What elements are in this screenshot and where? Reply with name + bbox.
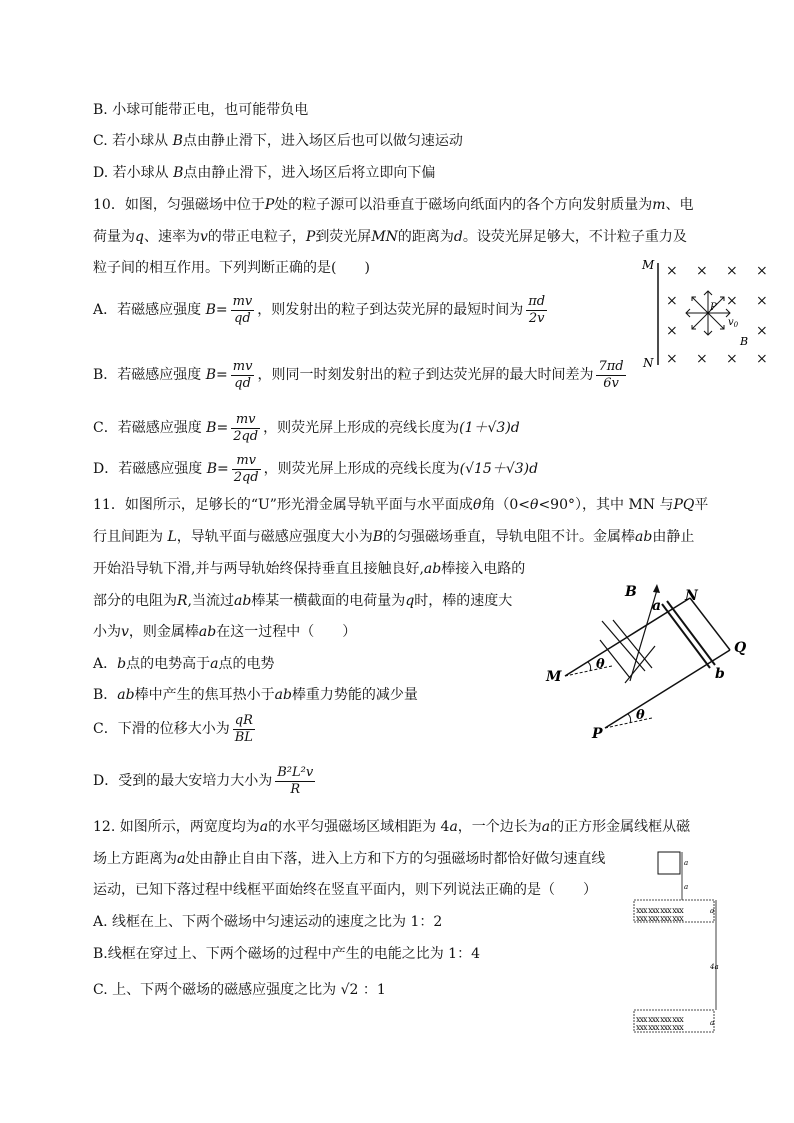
svg-text:×: × — [726, 351, 738, 367]
rod-ab-2 — [667, 601, 715, 665]
q12-option-a: A. 线框在上、下两个磁场中匀速运动的速度之比为 1：2 — [93, 914, 443, 930]
svg-text:×: × — [666, 263, 678, 279]
label-a: a — [652, 598, 662, 614]
svg-text:×: × — [666, 323, 678, 339]
q11-stem-line5: 小为v，则金属棒ab在这一过程中（ ） — [93, 624, 357, 640]
label-b: B — [625, 584, 637, 600]
svg-text:×: × — [756, 351, 768, 367]
svg-text:×: × — [756, 323, 768, 339]
square-frame — [658, 852, 680, 874]
q12-option-c: C. 上、下两个磁场的磁感应强度之比为 √2 ：1 — [93, 982, 386, 998]
q10-stem-line1: 10．如图，匀强磁场中位于P处的粒子源可以沿垂直于磁场向纸面内的各个方向发射质量为m、电 — [93, 197, 694, 213]
q11-stem-line3: 开始沿导轨下滑,并与两导轨始终保持垂直且接触良好,ab棒接入电路的 — [93, 561, 526, 577]
label-p: P — [710, 302, 717, 313]
q11-option-d: D．受到的最大安培力大小为 $\frac{\text{B²L²v}}{R}$ — [93, 764, 314, 797]
q9-option-b: B. 小球可能带正电，也可能带负电 — [93, 102, 309, 118]
q9-option-c: C. 若小球从 B点由静止滑下，进入场区后也可以做匀速运动 — [93, 133, 463, 149]
label-b-rod: b — [715, 666, 725, 682]
q10-option-a: A．若磁感应强度 B= $\frac{mv}{qd}$ ，则发射出的粒子到达荧光屏的最短时间为 $\frac{\pi d}{2v}$ — [93, 293, 546, 326]
svg-text:xxx xxx xxx xxx: xxx xxx xxx xxx — [636, 1015, 683, 1024]
label-p: P — [592, 726, 603, 742]
svg-text:xxx xxx xxx xxx: xxx xxx xxx xxx — [636, 1023, 683, 1032]
velocity-arrows — [686, 291, 730, 335]
svg-text:×: × — [726, 263, 738, 279]
label-v0: $v_0$ — [728, 317, 739, 329]
q12-option-b: B.线框在穿过上、下两个磁场的过程中产生的电能之比为 1：4 — [93, 946, 481, 962]
q11-option-c: C．下滑的位移大小为 $\frac{qR}{BL}$ — [93, 712, 253, 745]
svg-text:×: × — [696, 263, 708, 279]
q11-stem-line4: 部分的电阻为R,当流过ab棒某一横截面的电荷量为q时，棒的速度大 — [93, 593, 513, 609]
q12-stem-line3: 运动，已知下落过程中线框平面始终在竖直平面内，则下列说法正确的是（ ） — [93, 882, 597, 898]
q12-stem-line2: 场上方距离为a处由静止自由下落，进入上方和下方的匀强磁场时都恰好做匀速直线 — [93, 851, 606, 867]
label-q: Q — [734, 640, 747, 656]
svg-text:a: a — [710, 1019, 715, 1027]
angle-arc-m — [588, 662, 591, 671]
rail-pq — [605, 650, 730, 728]
svg-text:×: × — [756, 263, 768, 279]
q11-stem-line1: 11．如图所示，足够长的“U”形光滑金属导轨平面与水平面成θ角（0<θ<90°），其中 MN 与PQ平 — [93, 497, 709, 513]
label-theta-m: θ — [596, 657, 605, 672]
q12-figure-two-fields — [630, 845, 730, 1045]
angle-arc-p — [628, 714, 631, 723]
q10-option-c: C．若磁感应强度 B= $\frac{mv}{2qd}$ ，则荧光屏上形成的亮线长度为(1＋√3)d — [93, 411, 520, 444]
svg-text:a: a — [710, 907, 715, 915]
label-n: N — [685, 588, 698, 604]
q10-stem-line3: 粒子间的相互作用。下列判断正确的是( ) — [93, 260, 370, 276]
rail-end-nq — [690, 598, 730, 650]
svg-text:4a: 4a — [710, 963, 719, 971]
q9-option-d: D. 若小球从 B点由静止滑下，进入场区后将立即向下偏 — [93, 165, 436, 181]
q10-option-d: D．若磁感应强度 B= $\frac{mv}{2qd}$ ，则荧光屏上形成的亮线长度为(√15＋√3)d — [93, 452, 539, 485]
q11-option-b: B．ab棒中产生的焦耳热小于ab棒重力势能的减少量 — [93, 687, 418, 703]
q11-option-a: A．b点的电势高于a点的电势 — [93, 656, 275, 672]
field-crosses — [666, 263, 768, 367]
q10-stem-line2: 荷量为q、速率为v的带正电粒子，P到荧光屏MN的距离为d。设荧光屏足够大，不计粒子重力及 — [93, 229, 687, 245]
q11-figure-inclined-rails — [540, 578, 760, 748]
svg-text:×: × — [666, 351, 678, 367]
q11-stem-line2: 行且间距为 L，导轨平面与磁感应强度大小为B的匀强磁场垂直，导轨电阻不计。金属棒ab由静止 — [93, 529, 695, 545]
svg-text:xxx xxx xxx xxx: xxx xxx xxx xxx — [636, 906, 683, 915]
label-m: M — [546, 669, 562, 685]
q12-stem-line1: 12. 如图所示，两宽度均为a的水平匀强磁场区域相距为 4a，一个边长为a的正方形金属线框从磁 — [93, 819, 691, 835]
label-n: N — [643, 356, 654, 370]
q10-figure-magnetic-field — [640, 255, 780, 375]
label-m: M — [642, 258, 655, 272]
arrow-head-b — [653, 584, 660, 593]
svg-text:a: a — [684, 883, 689, 891]
label-b: B — [740, 335, 749, 348]
svg-text:xxx xxx xxx xxx: xxx xxx xxx xxx — [636, 914, 683, 923]
svg-text:×: × — [756, 293, 768, 309]
svg-text:×: × — [696, 351, 708, 367]
svg-text:a: a — [684, 859, 689, 867]
q10-option-b: B．若磁感应强度 B= $\frac{mv}{qd}$ ，则同一时刻发射出的粒子到达荧光屏的最大时间差为 $\frac{7\pi d}{6v}$ — [93, 358, 624, 391]
svg-text:×: × — [666, 293, 678, 309]
label-theta-p: θ — [636, 708, 645, 723]
svg-text:×: × — [726, 293, 738, 309]
